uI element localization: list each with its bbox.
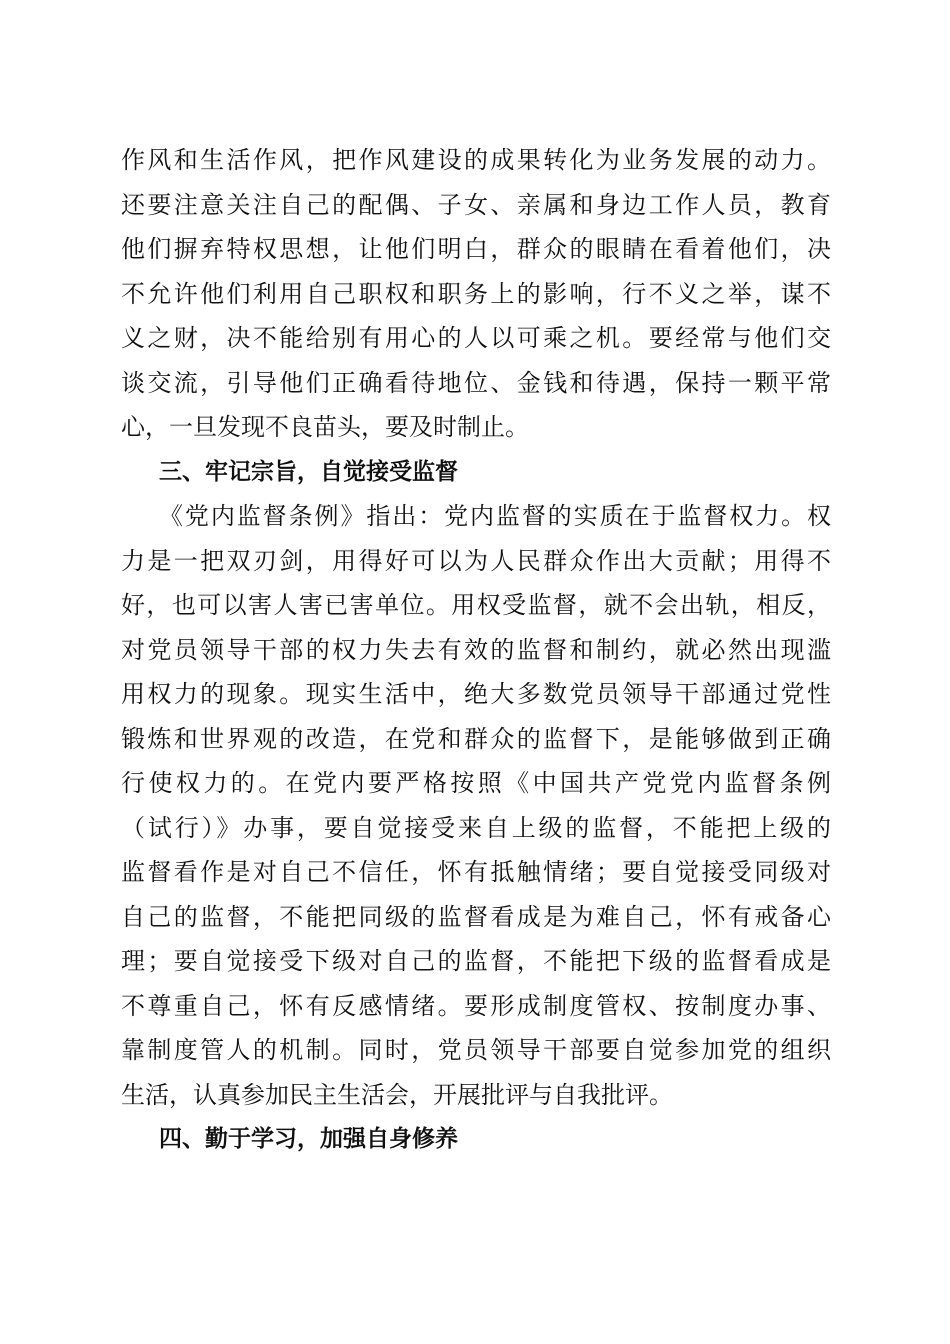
text-line: 行使权力的。在党内要严格按照《中国共产党党内监督条例 <box>121 769 831 797</box>
text-line: 义之财，决不能给别有用心的人以可乘之机。要经常与他们交 <box>121 324 831 352</box>
text-line: 靠制度管人的机制。同时，党员领导干部要自觉参加党的组织 <box>121 1036 831 1064</box>
text-line: 不允许他们利用自己职权和职务上的影响，行不义之举，谋不 <box>121 279 831 308</box>
section-3-heading: 三、牢记宗旨，自觉接受监督 <box>159 458 458 485</box>
text-line: 作风和生活作风，把作风建设的成果转化为业务发展的动力。 <box>121 146 831 174</box>
section-3-paragraph <box>121 494 831 1117</box>
text-line: 好，也可以害人害已害单位。用权受监督，就不会出轨，相反， <box>121 591 831 619</box>
text-line: 自己的监督，不能把同级的监督看成是为难自己，怀有戒备心 <box>121 902 831 931</box>
text-line: 对党员领导干部的权力失去有效的监督和制约，就必然出现滥 <box>121 635 831 664</box>
text-line: 谈交流，引导他们正确看待地位、金钱和待遇，保持一颗平常 <box>121 368 831 397</box>
text-line: 力是一把双刃剑，用得好可以为人民群众作出大贡献；用得不 <box>121 546 831 575</box>
text-line: 监督看作是对自己不信任，怀有抵触情绪；要自觉接受同级对 <box>121 858 831 886</box>
text-line: 用权力的现象。现实生活中，绝大多数党员领导干部通过党性 <box>121 680 831 708</box>
text-line: 锻炼和世界观的改造，在党和群众的监督下，是能够做到正确 <box>121 724 831 753</box>
paragraph-continuation <box>121 138 831 450</box>
text-line: 《党内监督条例》指出：党内监督的实质在于监督权力。权 <box>159 502 831 530</box>
text-line: 还要注意关注自己的配偶、子女、亲属和身边工作人员，教育 <box>121 190 831 219</box>
text-line: 他们摒弃特权思想，让他们明白，群众的眼睛在看着他们，决 <box>121 235 831 263</box>
document-body <box>121 138 831 1162</box>
text-line: 不尊重自己，怀有反感情绪。要形成制度管权、按制度办事、 <box>121 991 831 1020</box>
text-line: 心，一旦发现不良苗头，要及时制止。 <box>121 413 529 441</box>
text-line: （试行）》办事，要自觉接受来自上级的监督，不能把上级的 <box>121 813 831 842</box>
section-4-heading: 四、勤于学习，加强自身修养 <box>159 1126 458 1152</box>
text-line: 生活，认真参加民主生活会，开展批评与自我批评。 <box>121 1080 673 1109</box>
text-line: 理；要自觉接受下级对自己的监督，不能把下级的监督看成是 <box>121 947 831 975</box>
